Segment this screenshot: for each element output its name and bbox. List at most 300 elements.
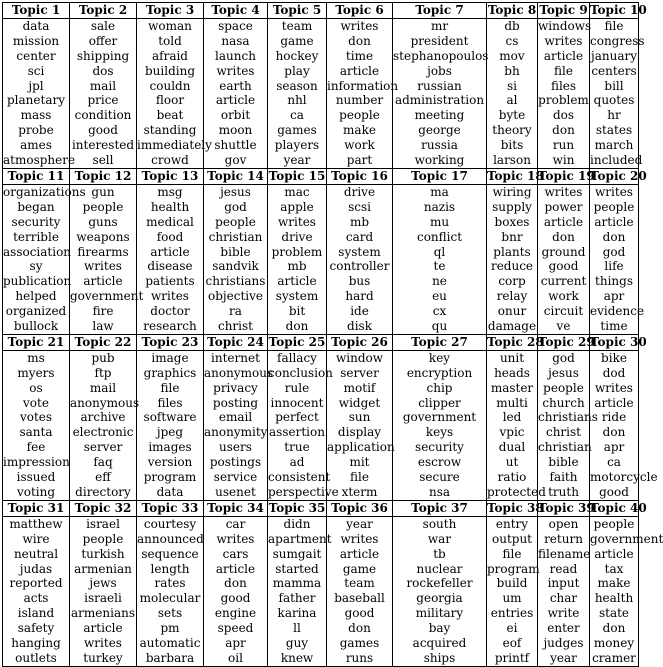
topic-title: Topic 21 [3, 334, 70, 350]
topic-word: article [590, 215, 639, 230]
topic-header-row [3, 168, 639, 184]
topic-word: files [538, 79, 590, 94]
topic-word: sun [327, 410, 393, 425]
topic-word: announced [137, 531, 204, 546]
topic-word-row [3, 425, 639, 440]
topic-word: association [3, 244, 72, 259]
topic-word: perfect [268, 410, 327, 425]
topic-word: ratio [487, 470, 538, 485]
topic-word: mb [327, 215, 393, 230]
topic-word: data [137, 485, 204, 500]
topic-word: nhl [268, 93, 327, 108]
topic-word: char [538, 591, 590, 606]
topic-word: research [137, 319, 204, 334]
topic-word: building [137, 64, 204, 79]
topic-word: sy [3, 259, 70, 274]
topic-word: bible [204, 245, 268, 260]
topic-title: Topic 30 [590, 334, 647, 349]
topic-word: server [327, 366, 393, 381]
topic-word: ma [393, 184, 487, 199]
topic-title: Topic 31 [3, 500, 70, 516]
topic-word: car [204, 516, 268, 531]
topic-word: people [327, 108, 393, 123]
topic-word: usenet [204, 485, 268, 500]
topic-word: armenians [71, 606, 135, 621]
topic-word: card [327, 230, 393, 245]
topic-word: mass [3, 108, 70, 123]
topic-word: people [538, 381, 590, 396]
topic-word: military [393, 606, 487, 621]
topic-word: objective [204, 289, 268, 304]
topic-word: article [538, 49, 590, 64]
topic-word: bullock [3, 319, 70, 334]
topic-word: good [204, 591, 268, 606]
topic-word-row [3, 651, 639, 666]
topic-word: immediately [137, 138, 212, 153]
topic-word: jesus [538, 366, 590, 381]
topic-word-row [3, 123, 639, 138]
topic-word: fee [3, 440, 70, 455]
topic-word: jpl [3, 79, 70, 94]
topic-word: heads [487, 366, 538, 381]
topic-word: year [538, 651, 590, 666]
topic-word: unit [487, 350, 538, 365]
topic-word: version [137, 455, 204, 470]
topic-word: bike [590, 350, 639, 365]
topic-word: widget [327, 396, 393, 411]
topic-word: moon [204, 123, 268, 138]
topic-word: automatic [137, 636, 204, 651]
topic-word: protected [487, 485, 546, 499]
topic-word: faq [70, 455, 137, 470]
topic-word: team [268, 18, 327, 33]
topic-word: health [137, 200, 204, 215]
topic-word-row [3, 455, 639, 470]
topic-word: writes [70, 636, 137, 651]
topic-word: part [327, 153, 393, 168]
topic-word: price [70, 93, 137, 108]
topic-word: march [590, 138, 639, 153]
topic-word: started [268, 562, 327, 577]
topic-word: year [268, 153, 327, 168]
topic-word: mac [268, 184, 327, 199]
topic-word: guns [70, 215, 137, 230]
topic-word: dod [590, 366, 639, 381]
topic-word: woman [137, 18, 204, 33]
topic-header-row [3, 500, 639, 516]
topic-word: mb [268, 259, 327, 274]
topic-word: bit [268, 304, 327, 319]
topic-word: don [538, 123, 590, 138]
topic-word: current [538, 274, 590, 289]
topic-word: turkish [70, 547, 137, 562]
topic-word: work [538, 289, 590, 304]
topic-title: Topic 10 [590, 3, 647, 17]
topic-word: circuit [538, 304, 590, 319]
topic-word: ra [204, 304, 268, 319]
topic-word: images [137, 440, 204, 455]
topic-word: graphics [137, 366, 204, 381]
topic-word: barbara [137, 651, 204, 666]
topic-word: afraid [137, 49, 204, 64]
topic-word: te [393, 259, 487, 274]
topic-word: mu [393, 215, 487, 230]
topic-word: writes [538, 34, 590, 49]
topic-word: internet [204, 350, 268, 365]
topic-word: pub [70, 350, 137, 365]
topic-word: key [393, 350, 487, 365]
topic-word-row [3, 289, 639, 304]
topic-word: apr [590, 440, 639, 455]
topic-word: posting [204, 396, 268, 411]
topic-word: mail [70, 381, 137, 396]
topic-word: acquired [393, 636, 487, 651]
topic-word: eu [393, 289, 487, 304]
topic-word: work [327, 138, 393, 153]
topic-word: center [3, 49, 70, 64]
topic-word-row [3, 18, 639, 33]
topic-word: season [268, 79, 327, 94]
topic-word: privacy [204, 381, 268, 396]
topic-word: shuttle [204, 138, 268, 153]
topic-word: article [204, 93, 268, 108]
topic-word: win [538, 153, 590, 168]
topic-word: judas [3, 562, 70, 577]
topic-word: hanging [3, 636, 70, 651]
topic-word: file [327, 470, 393, 485]
topic-word: don [590, 621, 639, 636]
topic-word: mail [70, 79, 137, 94]
topic-word: data [3, 18, 70, 33]
topic-word: things [590, 274, 639, 289]
topic-word: apr [204, 636, 268, 651]
topic-word: dos [538, 108, 590, 123]
topic-word: baseball [327, 591, 393, 606]
topic-word-row [3, 108, 639, 123]
topic-title: Topic 6 [327, 3, 393, 19]
topic-word: ql [393, 245, 487, 260]
topic-word: people [70, 200, 137, 215]
topic-word: floor [137, 93, 204, 108]
topic-word: acts [3, 591, 70, 606]
topic-word: windows [538, 18, 592, 33]
topic-word: rockefeller [393, 576, 487, 591]
topic-word: multi [487, 396, 538, 411]
topic-word: program [137, 470, 204, 485]
topic-word: db [487, 18, 538, 33]
topic-word: ut [487, 455, 538, 470]
topic-word: conclusion [268, 365, 333, 380]
topic-word: true [268, 440, 327, 455]
topic-word: fallacy [268, 350, 327, 365]
topic-word: dos [70, 64, 137, 79]
topic-word: planetary [3, 93, 70, 108]
topic-word: truth [538, 485, 590, 500]
topic-word-row [3, 304, 639, 319]
topic-title: Topic 11 [3, 168, 70, 184]
topic-word: article [327, 64, 393, 79]
topic-word: ground [538, 245, 590, 260]
topic-word-row [3, 606, 639, 621]
topic-word: electronic [70, 425, 137, 440]
topic-word: ei [487, 621, 538, 636]
topic-word-row [3, 485, 639, 500]
topic-word: sell [70, 153, 137, 168]
topic-word: engine [204, 606, 268, 621]
topic-word: writes [70, 259, 137, 274]
topic-word: image [137, 350, 204, 365]
topic-word: article [538, 215, 590, 230]
topic-word-row [3, 200, 639, 215]
topic-word: earth [204, 79, 268, 94]
topic-word: father [268, 591, 327, 606]
topic-word: apple [268, 200, 327, 215]
topic-word: doctor [137, 304, 204, 319]
topic-word: players [268, 138, 327, 153]
topic-word: mission [3, 34, 70, 49]
topic-title: Topic 19 [538, 168, 595, 183]
topic-word: jobs [393, 64, 487, 79]
topic-word: organized [3, 304, 70, 319]
topic-word: outlets [3, 651, 70, 666]
topic-word-row [3, 576, 639, 591]
topic-word: reduce [487, 259, 538, 274]
topic-word-row [3, 93, 639, 108]
topic-word: israel [70, 516, 137, 531]
topic-word-row [3, 153, 639, 168]
topic-word: corp [487, 274, 538, 289]
topic-word: january [590, 48, 637, 63]
topic-word: sets [137, 606, 204, 621]
topic-word: molecular [137, 591, 204, 606]
topic-word-row [3, 184, 639, 199]
topic-word-row [3, 381, 639, 396]
topic-word: publication [3, 274, 72, 289]
topic-word: writes [538, 184, 590, 199]
topic-word: write [538, 606, 590, 621]
topic-word: didn [268, 516, 327, 531]
topic-word: hr [590, 108, 639, 123]
topic-word: article [137, 245, 204, 260]
topic-word: secure [393, 470, 487, 485]
topic-title: Topic 22 [70, 334, 137, 350]
topic-word: nazis [393, 200, 487, 215]
topic-word: article [327, 547, 393, 562]
topic-word: relay [487, 289, 538, 304]
topic-word: writes [327, 532, 393, 547]
topic-word: os [3, 381, 70, 396]
topic-word-row [3, 366, 639, 381]
topic-word: god [538, 350, 590, 365]
topic-word: oil [204, 651, 268, 666]
topic-word: article [70, 621, 137, 636]
topic-title: Topic 26 [327, 334, 393, 350]
topic-word: ll [268, 621, 327, 636]
topic-word: guy [268, 636, 327, 651]
topic-word: file [590, 18, 639, 33]
topic-word: knew [268, 651, 327, 666]
topic-word: nasa [204, 34, 268, 49]
topic-word: gun [70, 184, 137, 199]
topic-title: Topic 16 [327, 168, 393, 184]
topic-word: evidence [590, 304, 645, 319]
topic-word: good [70, 123, 137, 138]
topic-word: began [3, 200, 70, 215]
topic-word: government [70, 289, 144, 304]
topic-word: play [268, 64, 327, 79]
topic-word: nsa [393, 485, 487, 500]
topic-title: Topic 28 [487, 334, 544, 349]
topic-word: ne [393, 274, 487, 289]
topic-title: Topic 14 [204, 168, 268, 184]
topic-word: disk [327, 319, 393, 334]
topic-word: war [393, 532, 487, 547]
topic-word: christ [538, 425, 590, 440]
topic-title: Topic 40 [590, 500, 647, 515]
topic-word: byte [487, 108, 538, 123]
topic-word: impression [3, 455, 70, 470]
topic-word: email [204, 410, 268, 425]
topic-title: Topic 5 [268, 3, 327, 19]
topic-word: island [3, 606, 70, 621]
topic-title: Topic 8 [487, 3, 537, 17]
topic-word-row [3, 532, 639, 547]
topic-word: led [487, 410, 538, 425]
topic-title: Topic 12 [70, 168, 137, 184]
topic-word: writes [204, 532, 268, 547]
topic-word: ca [590, 455, 639, 470]
topic-word: jews [70, 576, 137, 591]
topic-title: Topic 3 [137, 3, 204, 19]
topic-word: software [137, 410, 204, 425]
topic-word: organizations [3, 184, 86, 199]
topic-word: power [538, 200, 590, 215]
topic-word: server [70, 440, 137, 455]
topic-word: length [137, 562, 204, 577]
topic-title: Topic 39 [538, 500, 595, 515]
topic-word: conflict [393, 230, 487, 245]
topic-word: shipping [70, 49, 137, 64]
topic-word: money [590, 636, 639, 651]
topic-word: damage [487, 319, 537, 334]
topic-word: fire [70, 304, 137, 319]
topic-word: controller [327, 259, 393, 274]
topic-word-row [3, 562, 639, 577]
topic-word: don [327, 621, 393, 636]
topic-word: assertion [269, 425, 325, 440]
topic-word: israeli [70, 591, 137, 606]
topic-word: firearms [70, 245, 137, 260]
topic-title: Topic 29 [538, 334, 595, 349]
topic-word: mr [393, 18, 487, 33]
topic-word: ftp [70, 366, 137, 381]
topic-word: weapons [70, 230, 137, 245]
topic-word: good [327, 606, 393, 621]
topic-word: law [70, 319, 137, 334]
topic-word: good [538, 259, 590, 274]
topic-word: hard [327, 289, 393, 304]
topic-word-row [3, 547, 639, 562]
topic-word: mit [327, 455, 393, 470]
topic-word: ad [268, 455, 327, 470]
topic-word: bible [538, 455, 590, 470]
topic-word: sci [3, 64, 70, 79]
topic-word: life [590, 259, 639, 274]
topic-word: ve [538, 319, 590, 334]
topic-word: security [3, 215, 70, 230]
topic-word: don [590, 230, 639, 245]
topic-word: neutral [3, 547, 70, 562]
topic-word: don [268, 319, 327, 334]
topic-word: apr [590, 289, 639, 304]
topic-word: hockey [268, 49, 327, 64]
topic-word: georgia [393, 591, 487, 606]
topic-word: condition [70, 108, 137, 123]
topic-word: karina [268, 606, 327, 621]
topic-word: theory [487, 123, 538, 138]
topic-word: centers [591, 63, 637, 78]
topic-word: christians [204, 274, 268, 289]
topic-word: myers [3, 366, 70, 381]
topic-word: entry [487, 516, 538, 531]
topic-title: Topic 34 [204, 500, 268, 516]
topic-word: administration [393, 93, 487, 108]
topic-word: congress [590, 33, 645, 48]
topic-word: vote [3, 396, 70, 411]
topic-word: rates [137, 576, 204, 591]
topic-word: article [204, 562, 268, 577]
topic-word: beat [137, 108, 204, 123]
topic-word: turkey [70, 651, 137, 666]
topic-word: people [590, 200, 639, 215]
topic-word: church [538, 396, 590, 411]
topic-word: application [327, 440, 395, 455]
topic-word: al [487, 93, 538, 108]
topic-word: bits [487, 138, 538, 153]
topic-word: safety [3, 621, 70, 636]
topic-word: space [204, 18, 268, 33]
topic-word: good [590, 485, 639, 500]
topic-word: don [327, 34, 393, 49]
topic-word: faith [538, 470, 590, 485]
topic-word: game [327, 562, 393, 577]
topic-word-row [3, 319, 639, 334]
topic-word: interested [70, 138, 137, 153]
topic-word: bay [393, 621, 487, 636]
topic-word: si [487, 79, 538, 94]
topic-word: entries [487, 606, 538, 621]
topic-word: god [204, 200, 268, 215]
topic-word-row [3, 350, 639, 365]
topic-word: input [538, 576, 590, 591]
topic-word: matthew [3, 516, 70, 531]
topic-word: mov [487, 49, 538, 64]
topic-word-row [3, 259, 639, 274]
topic-header-row [3, 334, 639, 350]
topic-word: eof [487, 636, 538, 651]
topic-title: Topic 20 [590, 168, 647, 183]
topic-word: system [268, 289, 327, 304]
topic-word: information [327, 78, 399, 93]
topic-title: Topic 33 [137, 500, 204, 516]
topic-word: votes [3, 410, 70, 425]
topic-word: tb [393, 547, 487, 562]
topic-word: users [204, 440, 268, 455]
topic-word: courtesy [137, 516, 204, 531]
topic-word: plants [487, 245, 538, 260]
topic-word: chip [393, 381, 487, 396]
topic-title: Topic 17 [393, 168, 487, 184]
